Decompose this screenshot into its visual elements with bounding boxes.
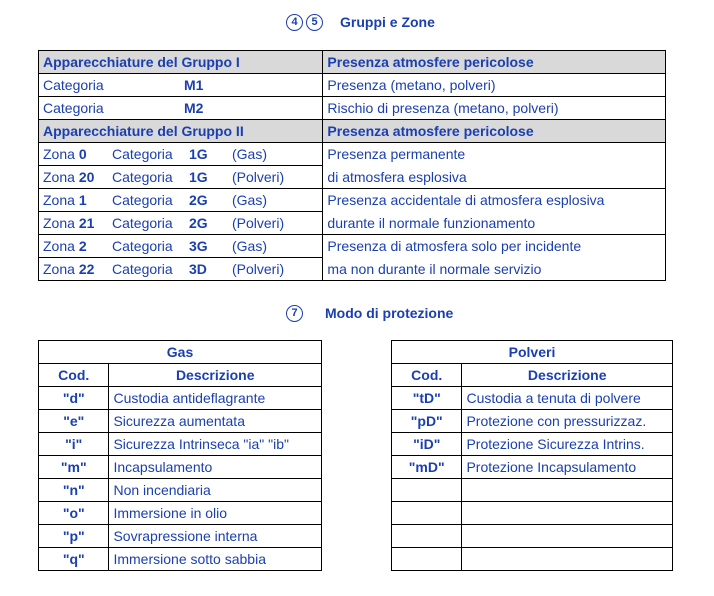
polveri-desc: Protezione Sicurezza Intrins. xyxy=(462,433,673,456)
gas-desc: Custodia antideflagrante xyxy=(109,387,322,410)
polveri-code xyxy=(392,502,462,525)
gas-code: "n" xyxy=(39,479,109,502)
polveri-code xyxy=(392,525,462,548)
section-title-gruppi-zone: Gruppi e Zone xyxy=(340,14,435,30)
polveri-cod-header: Cod. xyxy=(392,364,462,387)
group1-header-desc: Presenza atmosfere pericolose xyxy=(323,51,666,74)
polveri-descr-header: Descrizione xyxy=(462,364,673,387)
group1-row: Categoria M2 xyxy=(39,97,323,120)
polveri-desc: Custodia a tenuta di polvere xyxy=(462,387,673,410)
zone-row: Zona 2 Categoria 3G (Gas) xyxy=(39,235,323,258)
gas-code: "p" xyxy=(39,525,109,548)
gas-desc: Sicurezza Intrinseca "ia" "ib" xyxy=(109,433,322,456)
zone-row: Zona 1 Categoria 2G (Gas) xyxy=(39,189,323,212)
circled-number-7: 7 xyxy=(286,305,303,322)
zone-row: Zona 22 Categoria 3D (Polveri) xyxy=(39,258,323,281)
gas-desc: Non incendiaria xyxy=(109,479,322,502)
gas-table xyxy=(38,340,322,571)
gruppi-zone-table xyxy=(38,50,666,281)
gas-code: "e" xyxy=(39,410,109,433)
gas-desc: Immersione in olio xyxy=(109,502,322,525)
zone-desc: ma non durante il normale servizio xyxy=(323,258,666,281)
group2-header-desc: Presenza atmosfere pericolose xyxy=(323,120,666,143)
polveri-desc xyxy=(462,479,673,502)
gas-code: "q" xyxy=(39,548,109,571)
polveri-desc xyxy=(462,548,673,571)
polveri-code: "iD" xyxy=(392,433,462,456)
circled-number-4: 4 xyxy=(286,14,303,31)
zone-desc: durante il normale funzionamento xyxy=(323,212,666,235)
zone-row: Zona 0 Categoria 1G (Gas) xyxy=(39,143,323,166)
zone-desc: Presenza di atmosfera solo per incidente xyxy=(323,235,666,258)
polveri-desc: Protezione con pressurizzaz. xyxy=(462,410,673,433)
polveri-code: "mD" xyxy=(392,456,462,479)
gas-code: "m" xyxy=(39,456,109,479)
zone-desc: Presenza accidentale di atmosfera esplosiva xyxy=(323,189,666,212)
zone-row: Zona 21 Categoria 2G (Polveri) xyxy=(39,212,323,235)
section-title-modo-protezione: Modo di protezione xyxy=(325,305,454,321)
gas-desc: Incapsulamento xyxy=(109,456,322,479)
group1-desc: Rischio di presenza (metano, polveri) xyxy=(323,97,666,120)
polveri-code: "tD" xyxy=(392,387,462,410)
polveri-desc xyxy=(462,502,673,525)
gas-desc: Sicurezza aumentata xyxy=(109,410,322,433)
zone-row: Zona 20 Categoria 1G (Polveri) xyxy=(39,166,323,189)
circled-number-5: 5 xyxy=(306,14,323,31)
polveri-code xyxy=(392,548,462,571)
polveri-code: "pD" xyxy=(392,410,462,433)
polveri-table xyxy=(391,340,673,571)
gas-descr-header: Descrizione xyxy=(109,364,322,387)
polveri-desc xyxy=(462,525,673,548)
zone-desc: di atmosfera esplosiva xyxy=(323,166,666,189)
zone-desc: Presenza permanente xyxy=(323,143,666,166)
group2-header: Apparecchiature del Gruppo II xyxy=(39,120,323,143)
gas-title: Gas xyxy=(39,341,322,364)
gas-code: "i" xyxy=(39,433,109,456)
polveri-title: Polveri xyxy=(392,341,673,364)
group1-header: Apparecchiature del Gruppo I xyxy=(39,51,323,74)
gas-code: "d" xyxy=(39,387,109,410)
gas-desc: Sovrapressione interna xyxy=(109,525,322,548)
polveri-code xyxy=(392,479,462,502)
polveri-desc: Protezione Incapsulamento xyxy=(462,456,673,479)
group1-row: Categoria M1 xyxy=(39,74,323,97)
group1-desc: Presenza (metano, polveri) xyxy=(323,74,666,97)
gas-desc: Immersione sotto sabbia xyxy=(109,548,322,571)
gas-cod-header: Cod. xyxy=(39,364,109,387)
gas-code: "o" xyxy=(39,502,109,525)
